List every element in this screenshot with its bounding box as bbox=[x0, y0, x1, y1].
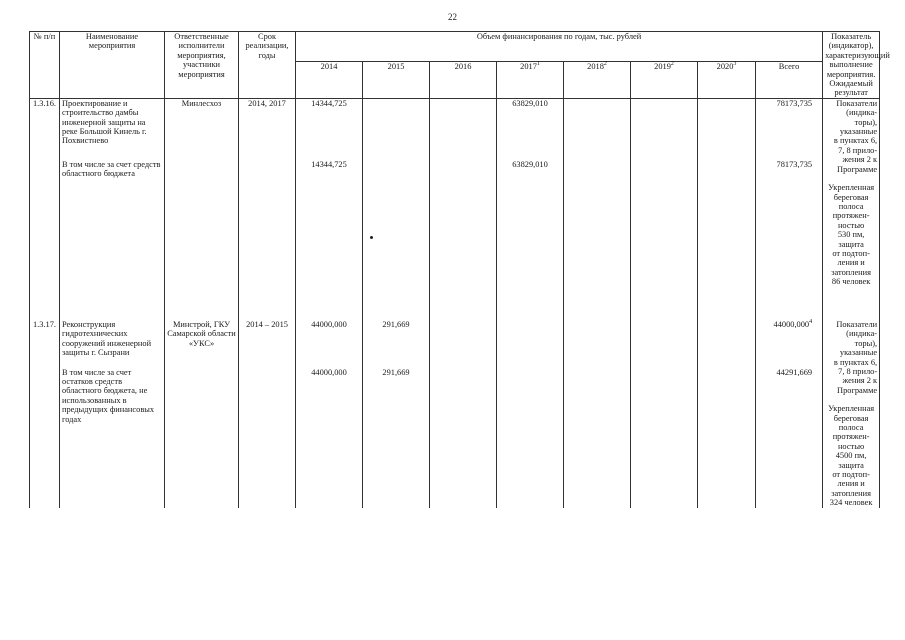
header-name: Наименование мероприятия bbox=[60, 32, 165, 99]
row-term: 2014 – 2015 bbox=[239, 320, 296, 363]
row-expected-result: Укрепленная береговая полоса протяжен- ностью 4500 пм, защита от подтоп- ления и затопления 324 человек bbox=[828, 404, 875, 508]
row-executors: Минстрой, ГКУ Самарской области «УКС» bbox=[165, 320, 239, 363]
cell-2017: 63829,010 bbox=[497, 98, 564, 146]
header-result: Показатель (индикатор), характеризующий выполнение мероприятия. Ожидаемый результат bbox=[823, 32, 880, 99]
row-indicator: Показатели (индика- торы), указанные в пунктах 6, 7, 8 прило- жения 2 к Программе bbox=[833, 98, 878, 174]
row-num: 1.3.16. bbox=[30, 98, 60, 146]
cell-2015: 291,669 bbox=[363, 320, 430, 363]
scan-speck bbox=[370, 236, 373, 239]
cell-2017 bbox=[497, 320, 564, 363]
cell-sub-2015 bbox=[363, 146, 430, 300]
cell-sub-total: 44291,669 bbox=[756, 363, 823, 508]
year-header: 2017$^1$ bbox=[497, 62, 564, 98]
cell-sub-2015: 291,669 bbox=[363, 363, 430, 508]
row-subname: В том числе за счет остатков средств областного бюджета, не использованных в предыдущих финансовых годах bbox=[60, 363, 165, 508]
row-term: 2014, 2017 bbox=[239, 98, 296, 146]
cell-sub-2017 bbox=[497, 363, 564, 508]
cell-sub-2017: 63829,010 bbox=[497, 146, 564, 300]
cell-2016 bbox=[430, 320, 497, 363]
table-subrow bbox=[30, 146, 880, 300]
cell-2018 bbox=[564, 98, 631, 146]
row-expected-result: Укрепленная береговая полоса протяжен- ностью 530 пм, защита от подтоп- ления и затопления 86 человек bbox=[828, 183, 875, 287]
row-name: Реконструкция гидротехнических сооружений инженерной защиты г. Сызрани bbox=[60, 320, 165, 363]
table-row bbox=[30, 98, 880, 146]
cell-sub-2014: 14344,725 bbox=[296, 146, 363, 300]
cell-2020 bbox=[698, 98, 756, 146]
header-executors: Ответственные исполнители мероприятия, участники мероприятия bbox=[165, 32, 239, 99]
cell-2018 bbox=[564, 320, 631, 363]
table-subrow bbox=[30, 363, 880, 508]
cell-2020 bbox=[698, 320, 756, 363]
cell-2014: 14344,725 bbox=[296, 98, 363, 146]
page-number: 22 bbox=[448, 12, 457, 22]
row-indicator: Показатели (индика- торы), указанные в пунктах 6, 7, 8 прило- жения 2 к Программе bbox=[833, 319, 878, 395]
table-row bbox=[30, 320, 880, 363]
cell-2019 bbox=[631, 98, 698, 146]
row-subname: В том числе за счет средств областного бюджета bbox=[60, 146, 165, 300]
year-header: 2015 bbox=[363, 62, 430, 98]
header-term: Срок реализации, годы bbox=[239, 32, 296, 99]
row-result bbox=[823, 98, 880, 300]
year-header: 2018$^2$ bbox=[564, 62, 631, 98]
year-header-total: Всего bbox=[756, 62, 823, 98]
year-header: 2014 bbox=[296, 62, 363, 98]
row-result bbox=[823, 320, 880, 508]
cell-total: 44000,000$^4$ bbox=[756, 320, 823, 363]
header-funding: Объем финансирования по годам, тыс. рублей bbox=[296, 32, 823, 62]
year-header: 2019$^2$ bbox=[631, 62, 698, 98]
cell-2014: 44000,000 bbox=[296, 320, 363, 363]
year-header: 2020$^3$ bbox=[698, 62, 756, 98]
row-executors: Минлесхоз bbox=[165, 98, 239, 146]
table-header bbox=[30, 32, 890, 99]
cell-total: 78173,735 bbox=[756, 98, 823, 146]
header-num: № п/п bbox=[30, 32, 60, 99]
year-header: 2016 bbox=[430, 62, 497, 98]
cell-2019 bbox=[631, 320, 698, 363]
funding-table bbox=[29, 31, 890, 508]
row-num: 1.3.17. bbox=[30, 320, 60, 363]
cell-2016 bbox=[430, 98, 497, 146]
cell-sub-total: 78173,735 bbox=[756, 146, 823, 300]
cell-2015 bbox=[363, 98, 430, 146]
row-name: Проектирование и строительство дамбы инженерной защиты на реке Большой Кинель г. Похвистнево bbox=[60, 98, 165, 146]
cell-sub-2014: 44000,000 bbox=[296, 363, 363, 508]
